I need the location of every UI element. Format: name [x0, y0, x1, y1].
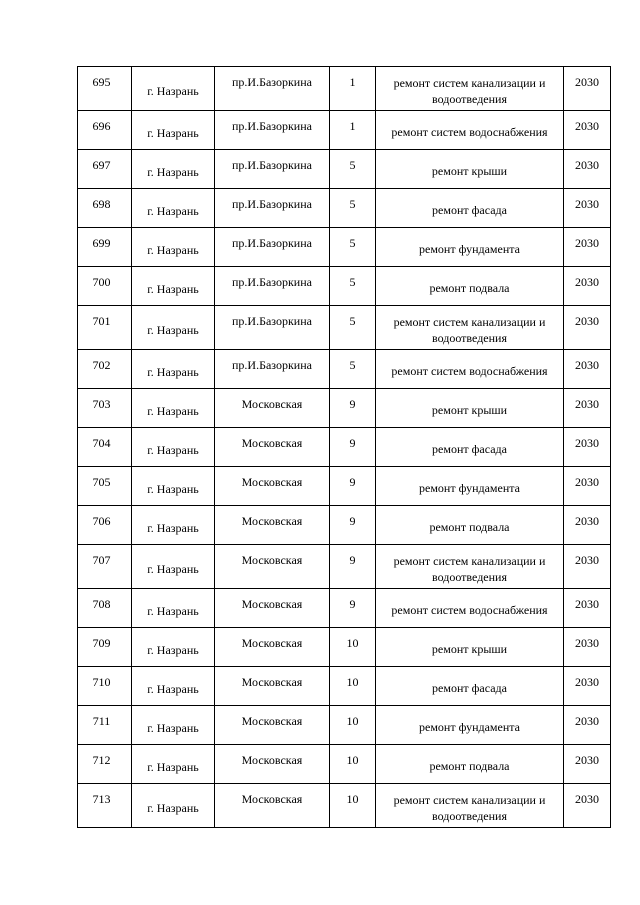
work-type-cell: ремонт фасада: [376, 189, 564, 228]
work-type-cell: ремонт систем канализации и водоотведения: [376, 545, 564, 589]
house-number-cell: 10: [330, 784, 376, 828]
street-cell: Московская: [215, 467, 330, 506]
year-cell: 2030: [564, 267, 611, 306]
work-type-cell: ремонт фундамента: [376, 706, 564, 745]
city-cell: г. Назрань: [132, 111, 215, 150]
work-type-cell: ремонт фасада: [376, 428, 564, 467]
city-cell: г. Назрань: [132, 189, 215, 228]
row-number: 704: [78, 428, 132, 467]
year-cell: 2030: [564, 545, 611, 589]
house-number-cell: 5: [330, 189, 376, 228]
city-cell: г. Назрань: [132, 589, 215, 628]
table-row: [78, 784, 611, 828]
table-row: [78, 189, 611, 228]
city-cell: г. Назрань: [132, 428, 215, 467]
house-number-cell: 9: [330, 506, 376, 545]
year-cell: 2030: [564, 306, 611, 350]
year-cell: 2030: [564, 667, 611, 706]
street-cell: Московская: [215, 706, 330, 745]
street-cell: пр.И.Базоркина: [215, 111, 330, 150]
year-cell: 2030: [564, 228, 611, 267]
city-cell: г. Назрань: [132, 706, 215, 745]
year-cell: 2030: [564, 428, 611, 467]
year-cell: 2030: [564, 389, 611, 428]
year-cell: 2030: [564, 111, 611, 150]
city-cell: г. Назрань: [132, 467, 215, 506]
row-number: 710: [78, 667, 132, 706]
year-cell: 2030: [564, 189, 611, 228]
house-number-cell: 10: [330, 628, 376, 667]
street-cell: пр.И.Базоркина: [215, 267, 330, 306]
work-type-cell: ремонт фундамента: [376, 228, 564, 267]
year-cell: 2030: [564, 506, 611, 545]
street-cell: Московская: [215, 589, 330, 628]
table-row: [78, 589, 611, 628]
table-body: [78, 67, 611, 828]
house-number-cell: 1: [330, 67, 376, 111]
house-number-cell: 9: [330, 467, 376, 506]
house-number-cell: 9: [330, 389, 376, 428]
row-number: 707: [78, 545, 132, 589]
work-type-cell: ремонт фундамента: [376, 467, 564, 506]
work-type-cell: ремонт крыши: [376, 628, 564, 667]
city-cell: г. Назрань: [132, 228, 215, 267]
year-cell: 2030: [564, 350, 611, 389]
row-number: 711: [78, 706, 132, 745]
year-cell: 2030: [564, 628, 611, 667]
city-cell: г. Назрань: [132, 67, 215, 111]
year-cell: 2030: [564, 784, 611, 828]
work-type-cell: ремонт крыши: [376, 389, 564, 428]
street-cell: Московская: [215, 506, 330, 545]
work-type-cell: ремонт систем канализации и водоотведения: [376, 784, 564, 828]
year-cell: 2030: [564, 150, 611, 189]
work-type-cell: ремонт систем водоснабжения: [376, 111, 564, 150]
street-cell: пр.И.Базоркина: [215, 228, 330, 267]
city-cell: г. Назрань: [132, 150, 215, 189]
table-row: [78, 467, 611, 506]
year-cell: 2030: [564, 589, 611, 628]
city-cell: г. Назрань: [132, 628, 215, 667]
city-cell: г. Назрань: [132, 267, 215, 306]
table-row: [78, 228, 611, 267]
row-number: 703: [78, 389, 132, 428]
row-number: 699: [78, 228, 132, 267]
street-cell: Московская: [215, 784, 330, 828]
table-row: [78, 628, 611, 667]
street-cell: пр.И.Базоркина: [215, 150, 330, 189]
city-cell: г. Назрань: [132, 745, 215, 784]
table-row: [78, 506, 611, 545]
street-cell: Московская: [215, 667, 330, 706]
city-cell: г. Назрань: [132, 545, 215, 589]
work-type-cell: ремонт подвала: [376, 267, 564, 306]
year-cell: 2030: [564, 467, 611, 506]
row-number: 695: [78, 67, 132, 111]
table-row: [78, 545, 611, 589]
house-number-cell: 5: [330, 306, 376, 350]
row-number: 698: [78, 189, 132, 228]
table-row: [78, 389, 611, 428]
street-cell: пр.И.Базоркина: [215, 67, 330, 111]
table-row: [78, 111, 611, 150]
house-number-cell: 5: [330, 267, 376, 306]
house-number-cell: 10: [330, 706, 376, 745]
house-number-cell: 9: [330, 545, 376, 589]
house-number-cell: 9: [330, 428, 376, 467]
work-type-cell: ремонт фасада: [376, 667, 564, 706]
table-row: [78, 350, 611, 389]
year-cell: 2030: [564, 745, 611, 784]
row-number: 713: [78, 784, 132, 828]
city-cell: г. Назрань: [132, 306, 215, 350]
table-row: [78, 667, 611, 706]
table-row: [78, 745, 611, 784]
table-row: [78, 150, 611, 189]
house-number-cell: 5: [330, 150, 376, 189]
work-type-cell: ремонт крыши: [376, 150, 564, 189]
table-row: [78, 306, 611, 350]
year-cell: 2030: [564, 67, 611, 111]
street-cell: Московская: [215, 389, 330, 428]
city-cell: г. Назрань: [132, 506, 215, 545]
row-number: 702: [78, 350, 132, 389]
row-number: 712: [78, 745, 132, 784]
work-type-cell: ремонт систем водоснабжения: [376, 589, 564, 628]
work-type-cell: ремонт систем канализации и водоотведения: [376, 306, 564, 350]
work-type-cell: ремонт систем канализации и водоотведения: [376, 67, 564, 111]
house-number-cell: 10: [330, 745, 376, 784]
row-number: 696: [78, 111, 132, 150]
row-number: 705: [78, 467, 132, 506]
table-row: [78, 428, 611, 467]
house-number-cell: 10: [330, 667, 376, 706]
row-number: 697: [78, 150, 132, 189]
row-number: 709: [78, 628, 132, 667]
row-number: 706: [78, 506, 132, 545]
table-row: [78, 267, 611, 306]
city-cell: г. Назрань: [132, 784, 215, 828]
house-number-cell: 5: [330, 228, 376, 267]
city-cell: г. Назрань: [132, 350, 215, 389]
street-cell: пр.И.Базоркина: [215, 306, 330, 350]
street-cell: Московская: [215, 745, 330, 784]
table-row: [78, 706, 611, 745]
street-cell: Московская: [215, 628, 330, 667]
work-type-cell: ремонт подвала: [376, 506, 564, 545]
table-row: [78, 67, 611, 111]
street-cell: пр.И.Базоркина: [215, 189, 330, 228]
city-cell: г. Назрань: [132, 389, 215, 428]
house-number-cell: 9: [330, 589, 376, 628]
house-number-cell: 5: [330, 350, 376, 389]
year-cell: 2030: [564, 706, 611, 745]
street-cell: Московская: [215, 545, 330, 589]
work-type-cell: ремонт систем водоснабжения: [376, 350, 564, 389]
house-number-cell: 1: [330, 111, 376, 150]
repair-schedule-table: [77, 66, 611, 828]
street-cell: пр.И.Базоркина: [215, 350, 330, 389]
city-cell: г. Назрань: [132, 667, 215, 706]
row-number: 708: [78, 589, 132, 628]
row-number: 700: [78, 267, 132, 306]
row-number: 701: [78, 306, 132, 350]
street-cell: Московская: [215, 428, 330, 467]
work-type-cell: ремонт подвала: [376, 745, 564, 784]
